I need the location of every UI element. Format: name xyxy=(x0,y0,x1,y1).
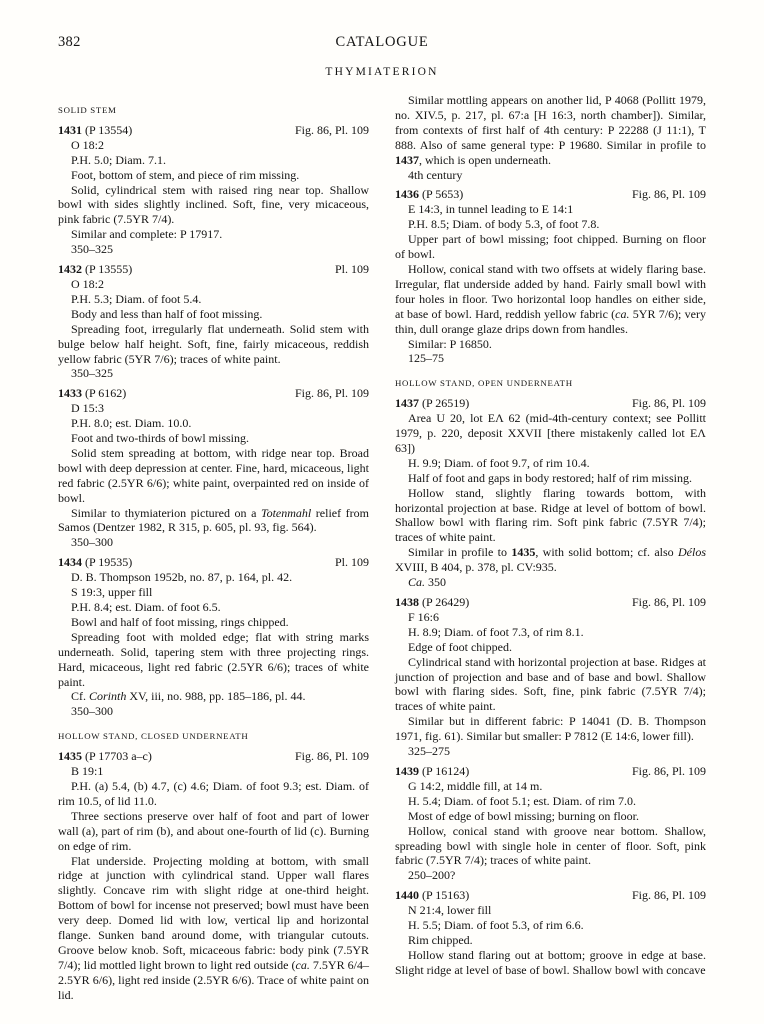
entry-paragraph xyxy=(395,486,706,546)
text-segment: Ca. xyxy=(408,575,426,590)
entry-inventory-number: (P 15163) xyxy=(422,888,470,903)
text-segment: Similar but in different fabric: P 14041 (D. B. Thompson 1971, fig. 61). Similar but smaller: P 7812 (E 14:6, lower fill). xyxy=(395,714,706,744)
text-segment: P.H. 5.0; Diam. 7.1. xyxy=(71,152,167,167)
text-segment: Similar to thymiaterion pictured on a xyxy=(71,505,261,520)
text-segment: , with solid bottom; cf. also xyxy=(535,545,678,560)
entry-paragraph xyxy=(58,764,369,779)
text-segment: Corinth xyxy=(89,689,127,704)
entry-paragraph xyxy=(58,779,369,809)
catalogue-entry xyxy=(395,764,706,883)
text-segment: D. B. Thompson 1952b, no. 87, p. 164, pl. 42. xyxy=(71,570,293,585)
text-segment: Délos xyxy=(678,545,706,560)
text-segment: 350 xyxy=(425,575,447,590)
entry-inventory-number: (P 19535) xyxy=(85,555,133,570)
text-segment: Cylindrical stand with horizontal projection at base. Ridges at junction of projection and base and of base and bowl. Shallow bowl with flaring sides. Soft, fine, pink fabric (7.5YR 7/4); traces of white paint. xyxy=(395,654,706,714)
column-right xyxy=(395,93,706,1003)
entry-headline xyxy=(395,888,706,903)
entry-figure-plate-reference: Fig. 86, Pl. 109 xyxy=(631,763,706,778)
text-segment: Similar and complete: P 17917. xyxy=(71,227,223,242)
text-segment: Upper part of bowl missing; foot chipped. Burning on floor of bowl. xyxy=(395,232,706,262)
text-segment: 125–75 xyxy=(408,351,444,366)
entry-id xyxy=(395,888,469,903)
entry-figure-plate-reference: Fig. 86, Pl. 109 xyxy=(294,749,369,764)
entry-paragraph xyxy=(58,292,369,307)
entry-paragraph xyxy=(58,615,369,630)
entry-paragraph xyxy=(395,610,706,625)
entry-paragraph xyxy=(395,351,706,366)
text-segment: Area U 20, lot ΕΛ 62 (mid-4th-century context; see Pollitt 1979, p. 220, deposit XXVII [there mistakenly called lot ΕΛ 63]) xyxy=(395,411,706,455)
text-segment: Hollow stand flaring out at bottom; groove in edge at base. Slight ridge at level of base of bowl. Shallow bowl with concave xyxy=(395,947,706,977)
text-segment: D 15:3 xyxy=(71,401,104,416)
text-segment: 4th century xyxy=(408,167,463,182)
entry-paragraph xyxy=(395,471,706,486)
entry-figure-plate-reference: Fig. 86, Pl. 109 xyxy=(631,595,706,609)
text-segment: Bowl and half of foot missing, rings chipped. xyxy=(71,614,289,629)
entry-paragraph xyxy=(58,585,369,600)
text-segment: 1437 xyxy=(395,152,419,167)
entry-paragraph xyxy=(395,744,706,759)
entry-headline xyxy=(58,749,369,764)
entry-id xyxy=(58,749,152,764)
text-segment: P.H. (a) 5.4, (b) 4.7, (c) 4.6; Diam. of foot 9.3; est. Diam. of rim 10.5, of lid 11.0. xyxy=(58,778,369,808)
text-segment: Half of foot and gaps in body restored; half of rim missing. xyxy=(408,470,692,485)
text-segment: 350–325 xyxy=(71,242,113,257)
text-segment: Similar mottling appears on another lid, P 4068 (Pollitt 1979, no. XIV.5, p. 217, pl. 67:a [H 16:3, north chamber]). Similar, from contexts of first half of 4th century: P 22288 (J 11:1), T 888. Also of same general type: P 19680. Similar in profile to xyxy=(395,93,706,152)
entry-id xyxy=(58,555,132,570)
entry-paragraph xyxy=(58,153,369,168)
text-segment: 325–275 xyxy=(408,744,450,759)
entry-headline xyxy=(395,396,706,411)
text-segment: Spreading foot with molded edge; flat with string marks underneath. Solid, tapering stem with three projecting rings. Hard, micaceous, light red fabric (2.5YR 6/6); traces of white paint. xyxy=(58,629,369,689)
entry-inventory-number: (P 5653) xyxy=(422,187,464,202)
continued-entry-text xyxy=(395,93,706,182)
catalogue-entry xyxy=(58,749,369,1002)
entry-paragraph xyxy=(395,779,706,794)
entry-paragraph xyxy=(395,262,706,337)
entry-id xyxy=(395,595,469,610)
entry-paragraph xyxy=(395,868,706,883)
entry-paragraph xyxy=(395,640,706,655)
entry-paragraph xyxy=(58,446,369,506)
entry-number: 1431 xyxy=(58,122,82,137)
entry-paragraph xyxy=(58,854,369,1003)
entry-paragraph xyxy=(395,217,706,232)
text-segment: relief from Samos (Dentzer 1982, R 315, p. 605, pl. 93, fig. 564). xyxy=(58,505,369,535)
text-segment: P.H. 8.4; est. Diam. of foot 6.5. xyxy=(71,600,221,614)
text-segment: Foot and two-thirds of bowl missing. xyxy=(71,431,250,446)
entry-number: 1432 xyxy=(58,262,82,277)
entry-paragraph xyxy=(58,168,369,183)
entry-paragraph xyxy=(395,714,706,744)
text-segment: N 21:4, lower fill xyxy=(408,903,492,918)
running-head: CATALOGUE xyxy=(335,34,429,50)
catalogue-entry xyxy=(58,386,369,550)
text-segment: Hollow, conical stand with groove near bottom. Shallow, spreading bowl with single hole in center of floor. Soft, pink fabric (7.5YR 7/4); traces of white paint. xyxy=(395,823,706,868)
text-segment: Hollow, conical stand with two offsets at widely flaring base. Irregular, flat underside added by hand. Fairly small bowl with four holes in floor. Two horizontal loop handles on either side, at base of bowl. Hard, reddish yellow fabric ( xyxy=(395,261,706,321)
text-segment: Similar in profile to xyxy=(408,545,512,560)
entry-number: 1438 xyxy=(395,595,419,609)
catalogue-entry xyxy=(58,123,369,257)
entry-number: 1440 xyxy=(395,888,419,903)
entry-number: 1435 xyxy=(58,749,82,764)
entry-headline xyxy=(395,595,706,610)
entry-id xyxy=(58,123,132,138)
category-subheading: HOLLOW STAND, OPEN UNDERNEATH xyxy=(395,378,573,389)
entry-paragraph xyxy=(395,794,706,809)
catalogue-entry xyxy=(395,595,706,759)
entry-paragraph xyxy=(58,138,369,153)
entry-paragraph xyxy=(395,948,706,978)
column-left xyxy=(58,93,369,1003)
text-segment: S 19:3, upper fill xyxy=(71,585,153,600)
text-segment: Three sections preserve over half of foot and part of lower wall (a), part of rim (b), and about one-fourth of lid (c). Burning on edge of rim. xyxy=(58,808,369,853)
text-segment: E 14:3, in tunnel leading to E 14:1 xyxy=(408,202,574,217)
entry-paragraph xyxy=(58,704,369,719)
entry-paragraph xyxy=(58,689,369,704)
entry-inventory-number: (P 13554) xyxy=(85,122,133,137)
entry-inventory-number: (P 16124) xyxy=(422,763,470,778)
entry-paragraph xyxy=(58,630,369,690)
entry-figure-plate-reference: Fig. 86, Pl. 109 xyxy=(294,122,369,137)
entry-paragraph xyxy=(58,600,369,615)
entry-inventory-number: (P 13555) xyxy=(85,262,133,277)
entry-figure-plate-reference: Fig. 86, Pl. 109 xyxy=(631,187,706,202)
text-segment: ca. xyxy=(295,957,310,972)
text-segment: Similar: P 16850. xyxy=(408,336,492,351)
entry-figure-plate-reference: Fig. 86, Pl. 109 xyxy=(631,888,706,903)
entry-paragraph xyxy=(395,411,706,456)
entry-id xyxy=(395,396,469,411)
entry-paragraph xyxy=(58,535,369,550)
text-columns xyxy=(58,93,706,1003)
entry-headline xyxy=(395,187,706,202)
text-segment: H. 5.4; Diam. of foot 5.1; est. Diam. of rim 7.0. xyxy=(408,793,636,808)
entry-paragraph xyxy=(395,903,706,918)
entry-figure-plate-reference: Fig. 86, Pl. 109 xyxy=(294,386,369,401)
entry-paragraph xyxy=(395,809,706,824)
entry-paragraph xyxy=(395,575,706,590)
text-segment: Solid, cylindrical stem with raised ring near top. Shallow bowl with sides slightly inclined. Soft, fine, very micaceous, pink fabric (7.5YR 7/4). xyxy=(58,182,369,227)
entry-headline xyxy=(58,262,369,277)
entry-id xyxy=(395,764,469,779)
text-segment: 7.5YR 6/4–2.5YR 6/6), light red inside (2.5YR 6/6). Trace of white paint on lid. xyxy=(58,957,369,1002)
entry-paragraph xyxy=(395,655,706,715)
entry-paragraph xyxy=(58,431,369,446)
text-segment: 5YR 7/6); very thin, dull orange glaze drips down from handles. xyxy=(395,306,706,336)
entry-paragraph xyxy=(395,933,706,948)
text-segment: Rim chipped. xyxy=(408,932,473,947)
entry-paragraph xyxy=(58,506,369,536)
text-segment: O 18:2 xyxy=(71,276,104,291)
entry-paragraph xyxy=(58,401,369,416)
entry-number: 1434 xyxy=(58,555,82,570)
entry-id xyxy=(395,187,463,202)
text-segment: Most of edge of bowl missing; burning on floor. xyxy=(408,808,639,823)
entry-paragraph xyxy=(58,227,369,242)
masthead xyxy=(58,34,706,51)
catalogue-entry xyxy=(395,888,706,977)
catalogue-entry xyxy=(58,262,369,381)
catalogue-entry xyxy=(58,555,369,719)
text-segment: O 18:2 xyxy=(71,137,104,152)
entry-figure-plate-reference: Pl. 109 xyxy=(334,262,369,277)
entry-inventory-number: (P 17703 a–c) xyxy=(85,749,152,764)
text-segment: ca. xyxy=(615,306,630,321)
text-segment: P.H. 5.3; Diam. of foot 5.4. xyxy=(71,291,202,306)
catalogue-entry xyxy=(395,396,706,590)
entry-paragraph xyxy=(395,168,706,183)
entry-number: 1439 xyxy=(395,763,419,778)
entry-paragraph xyxy=(395,545,706,575)
entry-headline xyxy=(395,764,706,779)
category-subheading: SOLID STEM xyxy=(58,105,117,115)
entry-id xyxy=(58,262,132,277)
text-segment: H. 9.9; Diam. of foot 9.7, of rim 10.4. xyxy=(408,455,590,470)
entry-id xyxy=(58,386,126,401)
text-segment: Edge of foot chipped. xyxy=(408,639,512,654)
text-segment: H. 8.9; Diam. of foot 7.3, of rim 8.1. xyxy=(408,624,584,639)
entry-paragraph xyxy=(58,570,369,585)
text-segment: P.H. 8.5; Diam. of body 5.3, of foot 7.8. xyxy=(408,217,600,232)
entry-inventory-number: (P 26429) xyxy=(422,595,470,609)
entry-paragraph xyxy=(395,918,706,933)
entry-inventory-number: (P 26519) xyxy=(422,396,470,411)
text-segment: XV, iii, no. 988, pp. 185–186, pl. 44. xyxy=(126,689,306,704)
entry-paragraph xyxy=(58,183,369,228)
text-segment: XVIII, B 404, p. 378, pl. CV:935. xyxy=(395,560,557,575)
text-segment: , which is open underneath. xyxy=(419,152,551,167)
text-segment: Cf. xyxy=(71,689,89,704)
entry-figure-plate-reference: Pl. 109 xyxy=(334,555,369,570)
entry-paragraph xyxy=(58,322,369,367)
entry-figure-plate-reference: Fig. 86, Pl. 109 xyxy=(631,396,706,411)
entry-paragraph xyxy=(395,232,706,262)
page-number: 382 xyxy=(58,34,81,50)
entry-headline xyxy=(58,555,369,570)
entry-number: 1437 xyxy=(395,396,419,411)
text-segment: Flat underside. Projecting molding at bottom, with small ridge at junction with cylindrical stand. Upper wall flares slightly. Concave rim with slight ridge at one-third height. Bottom of bowl for incense not preserved; bowl must have been very deep. Domed lid with low, vertical lip and horizontal flange. Sunken band around dome, with triangular cutouts. Groove below knob. Soft, micaceous fabric: body pink (7.5YR 7/4); lid mottled light brown to light red outside ( xyxy=(58,853,369,972)
category-subheading: HOLLOW STAND, CLOSED UNDERNEATH xyxy=(58,731,249,742)
text-segment: Totenmahl xyxy=(261,505,312,520)
text-segment: 350–300 xyxy=(71,535,113,550)
text-segment: Solid stem spreading at bottom, with ridge near top. Broad bowl with deep depression at center. Fine, hard, micaceous, light red fabric (2.5YR 6/6); white paint, overpainted red on inside of bowl. xyxy=(58,445,369,505)
text-segment: Foot, bottom of stem, and piece of rim missing. xyxy=(71,167,300,182)
text-segment: 250–200? xyxy=(408,868,456,883)
text-segment: 1435 xyxy=(511,545,536,560)
entry-paragraph xyxy=(58,307,369,322)
entry-paragraph xyxy=(395,456,706,471)
entry-paragraph xyxy=(58,366,369,381)
entry-number: 1436 xyxy=(395,187,419,202)
entry-paragraph xyxy=(58,809,369,854)
text-segment: H. 5.5; Diam. of foot 5.3, of rim 6.6. xyxy=(408,918,584,933)
entry-inventory-number: (P 6162) xyxy=(85,386,127,401)
entry-paragraph xyxy=(58,277,369,292)
entry-paragraph xyxy=(395,202,706,217)
entry-paragraph xyxy=(58,242,369,257)
entry-number: 1433 xyxy=(58,386,82,401)
catalogue-entry xyxy=(395,187,706,366)
entry-paragraph xyxy=(395,625,706,640)
entry-paragraph xyxy=(395,93,706,168)
entry-paragraph xyxy=(58,416,369,431)
text-segment: Hollow stand, slightly flaring towards bottom, with horizontal projection at base. Ridge at level of bottom of bowl. Shallow bowl with flaring rim. Soft pink fabric (7.5YR 7/4); traces of white paint. xyxy=(395,485,706,545)
text-segment: F 16:6 xyxy=(408,609,440,624)
text-segment: B 19:1 xyxy=(71,764,104,779)
entry-paragraph xyxy=(395,824,706,869)
text-segment: 350–325 xyxy=(71,366,113,381)
entry-headline xyxy=(58,123,369,138)
text-segment: G 14:2, middle fill, at 14 m. xyxy=(408,778,543,793)
entry-paragraph xyxy=(395,337,706,352)
text-segment: P.H. 8.0; est. Diam. 10.0. xyxy=(71,416,192,431)
section-title: THYMIATERION xyxy=(325,66,439,78)
text-segment: 350–300 xyxy=(71,704,113,719)
text-segment: Spreading foot, irregularly flat underneath. Solid stem with bulge below half height. Soft, fine, fairly micaceous, reddish yellow fabric (5YR 7/6); traces of white paint. xyxy=(58,321,369,366)
text-segment: Body and less than half of foot missing. xyxy=(71,306,263,321)
entry-headline xyxy=(58,386,369,401)
